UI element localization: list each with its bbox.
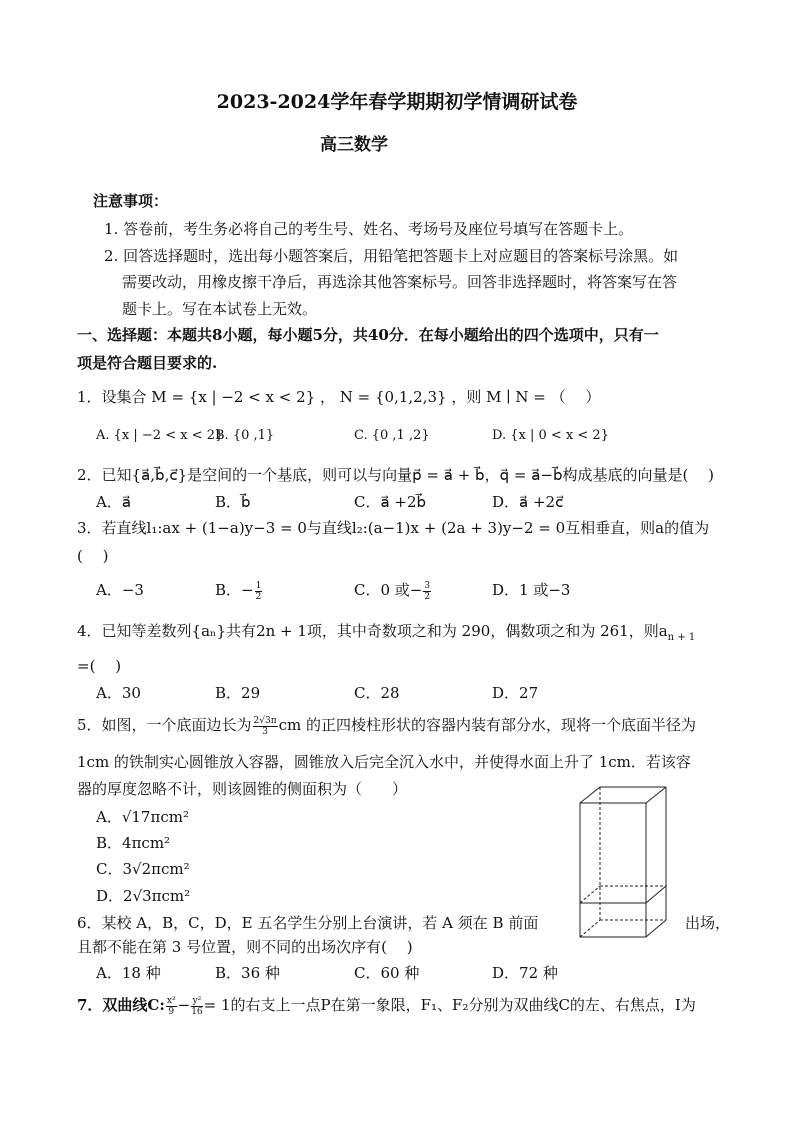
exam-title: 2023-2024学年春学期期初学情调研试卷 <box>216 91 578 113</box>
q5-option-a: A．√17πcm² <box>96 808 189 826</box>
notice-item-2: 2. 回答选择题时，选出每小题答案后，用铅笔把答题卡上对应题目的答案标号涂黑。如 <box>104 247 679 265</box>
notice-item-2-end: 题卡上。写在本试卷上无效。 <box>122 300 318 318</box>
question-5-text-b: cm 的正四棱柱形状的容器内装有部分水，现将一个底面半径为 <box>278 716 697 734</box>
question-4-paren: =( ) <box>77 657 122 675</box>
question-5-line-3: 器的厚度忽略不计，则该圆锥的侧面积为（ ） <box>77 780 408 798</box>
question-7-text-a: 7．双曲线C: <box>77 996 165 1014</box>
section-heading: 一、选择题：本题共8小题，每小题5分，共40分．在每小题给出的四个选项中，只有一 <box>77 326 659 344</box>
question-1-stem: 1．设集合 M = {x | −2 < x < 2} ， N = {0,1,2,3} ，则 M ∣ N = （ ） <box>77 388 601 406</box>
q1-option-a: A. {x | −2 < x < 2} <box>96 428 224 443</box>
q5-option-d: D．2√3πcm² <box>96 887 191 905</box>
q4-option-b: B．29 <box>215 684 261 702</box>
q6-option-b: B．36 种 <box>215 964 280 982</box>
prism-container-figure <box>575 784 675 944</box>
q2-option-a: A．a⃗ <box>96 493 132 511</box>
q2-option-c: C．a⃗ +2b⃗ <box>354 493 427 511</box>
q3-option-b <box>215 579 263 602</box>
question-6-stem-tail: 出场， <box>685 914 731 932</box>
question-7-text-b: = 1的右支上一点P在第一象限，F₁、F₂分别为双曲线C的左、右焦点，I为 <box>203 996 696 1014</box>
question-3-paren: ( ) <box>77 547 109 565</box>
q3-option-d: D．1 或−3 <box>492 581 571 599</box>
q3-option-b-text: B．− <box>215 581 254 599</box>
question-6-stem: 6．某校 A，B，C，D，E 五名学生分别上台演讲，若 A 须在 B 前面 <box>77 914 539 932</box>
q5-option-b: B．4πcm² <box>96 834 171 852</box>
question-5-stem <box>77 714 696 737</box>
q3-option-c-text: C．0 或− <box>354 581 423 599</box>
q4-option-c: C．28 <box>354 684 400 702</box>
question-3-stem: 3．若直线l₁:ax + (1−a)y−3 = 0与直线l₂:(a−1)x + (2a + 3)y−2 = 0互相垂直，则a的值为 <box>77 519 710 537</box>
notice-item-2-cont: 需要改动，用橡皮擦干净后，再选涂其他答案标号。回答非选择题时，将答案写在答 <box>122 273 678 291</box>
q1-option-c: C. {0 ,1 ,2} <box>354 428 430 443</box>
q6-option-c: C．60 种 <box>354 964 420 982</box>
question-4-subscript: n + 1 <box>667 632 696 643</box>
question-7-x-fraction: $\frac{\text{x²}}{9}$ <box>166 995 176 1017</box>
q1-option-b: B. {0 ,1} <box>215 428 275 443</box>
question-5-text-a: 5．如图，一个底面边长为 <box>77 716 252 734</box>
q6-option-a: A．18 种 <box>96 964 161 982</box>
q3-option-c <box>354 579 432 602</box>
question-5-side-fraction: $\frac{2√3\pi}{3}$ <box>253 715 277 737</box>
q6-option-d: D．72 种 <box>492 964 558 982</box>
question-5-line-2: 1cm 的铁制实心圆锥放入容器，圆锥放入后完全沉入水中，并使得水面上升了 1cm．若该容 <box>77 753 691 771</box>
q3-option-a: A．−3 <box>96 581 144 599</box>
question-2-stem: 2．已知{a⃗,b⃗,c⃗}是空间的一个基底，则可以与向量p⃗ = a⃗ + b⃗，q⃗ = a⃗−b⃗构成基底的向量是( ) <box>77 466 714 484</box>
q3-option-c-fraction: $\frac{3}{2}$ <box>424 580 431 602</box>
q2-option-b: B．b⃗ <box>215 493 251 511</box>
question-7-stem: 7．双曲线C: $\frac{\text{x²}}{9}$ − $\frac{\text{y²}}{16}$ = 1的右支上一点P在第一象限，F₁、F₂分别为双曲线C的左、右焦点，I为 <box>77 995 696 1017</box>
q2-option-d: D．a⃗ +2c⃗ <box>492 493 564 511</box>
q4-option-a: A．30 <box>96 684 141 702</box>
question-4-stem <box>77 620 695 643</box>
question-4-text: 4．已知等差数列{aₙ}共有2n + 1项，其中奇数项之和为 290，偶数项之和为 261，则a <box>77 622 668 640</box>
question-7-y-fraction: $\frac{\text{y²}}{16}$ <box>191 995 203 1017</box>
notice-item-1: 1. 答卷前，考生务必将自己的考生号、姓名、考场号及座位号填写在答题卡上。 <box>104 220 634 238</box>
notice-heading: 注意事项： <box>93 192 169 210</box>
q5-option-c: C．3√2πcm² <box>96 860 190 878</box>
section-heading-cont: 项是符合题目要求的. <box>77 354 218 372</box>
q1-option-d: D. {x | 0 < x < 2} <box>492 428 609 443</box>
exam-subject: 高三数学 <box>320 135 388 155</box>
q4-option-d: D．27 <box>492 684 539 702</box>
question-6-line-2: 且都不能在第 3 号位置，则不同的出场次序有( ) <box>77 938 413 956</box>
q3-option-b-fraction: $\frac{1}{2}$ <box>255 580 262 602</box>
